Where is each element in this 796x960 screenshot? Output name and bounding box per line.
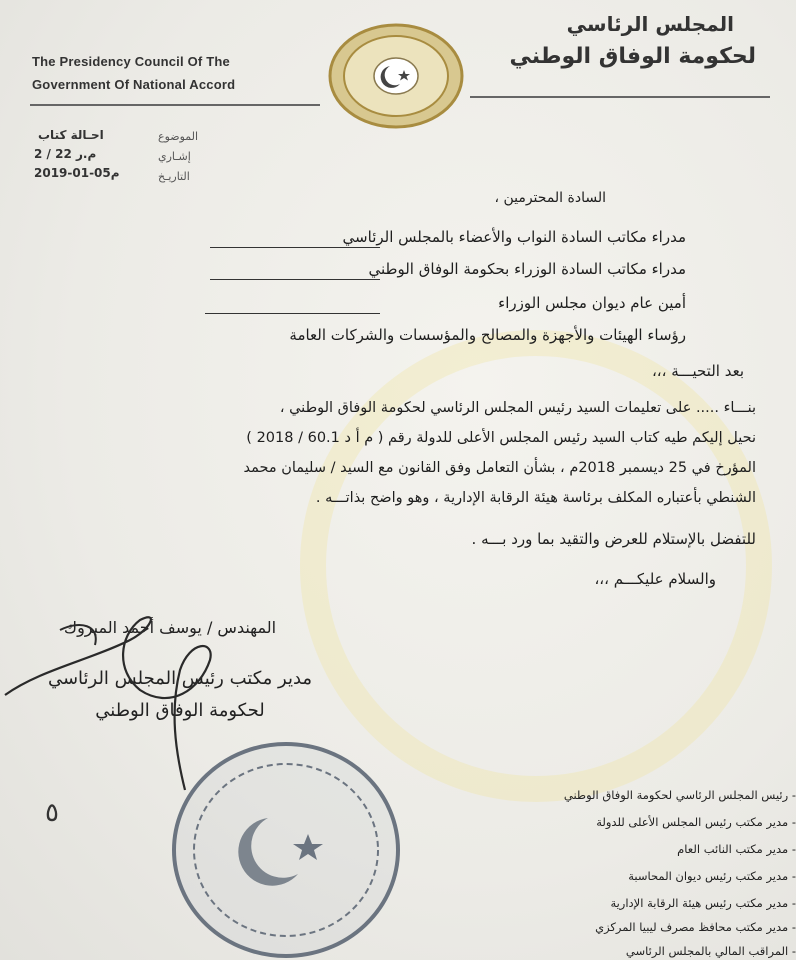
cc-item-5: - مدير مكتب رئيس هيئة الرقابة الإدارية bbox=[610, 896, 796, 910]
cc-item-3: - مدير مكتب النائب العام bbox=[677, 842, 796, 856]
gold-seal-emblem bbox=[326, 22, 466, 130]
recipient-3: أمين عام ديوان مجلس الوزراء bbox=[498, 294, 686, 312]
cc-item-6: - مدير مكتب محافظ مصرف ليبيا المركزي bbox=[595, 920, 796, 934]
reference-value: م.ر 22 / 2 bbox=[34, 147, 97, 161]
signatory-title-2: لحكومة الوفاق الوطني bbox=[95, 700, 265, 721]
official-stamp bbox=[168, 738, 404, 960]
after-greeting: بعد التحيـــة ،،، bbox=[651, 362, 744, 380]
header-rule-right bbox=[470, 96, 770, 98]
page-number-mark: ٥ bbox=[45, 798, 59, 828]
cc-item-2: - مدير مكتب رئيس المجلس الأعلى للدولة bbox=[596, 815, 796, 829]
header-ar-line2: لحكومة الوفاق الوطني bbox=[509, 44, 756, 69]
signatory-name: المهندس / يوسف أحمد المبروك bbox=[63, 618, 277, 637]
signatory-title-1: مدير مكتب رئيس المجلس الرئاسي bbox=[47, 668, 313, 689]
reference-label: إشـاري bbox=[158, 150, 191, 163]
recipient-1: مدراء مكاتب السادة النواب والأعضاء بالمجلس الرئاسي bbox=[342, 228, 686, 246]
cc-item-4: - مدير مكتب رئيس ديوان المحاسبة bbox=[628, 869, 796, 883]
header-ar-line1: المجلس الرئاسي bbox=[566, 12, 734, 36]
subject-value: احـالة كتاب bbox=[38, 128, 104, 142]
recipient-4: رؤساء الهيئات والأجهزة والمصالح والمؤسسات والشركات العامة bbox=[289, 326, 686, 344]
date-value: 2019-01-05م bbox=[34, 166, 120, 180]
fill-line bbox=[210, 247, 380, 248]
paragraph-line-1: بنـــاء ..... على تعليمات السيد رئيس المجلس الرئاسي لحكومة الوفاق الوطني ، bbox=[279, 400, 756, 416]
greeting: السادة المحترمين ، bbox=[494, 190, 606, 206]
paragraph-line-4: الشنطي بأعتباره المكلف برئاسة هيئة الرقابة الإدارية ، وهو واضح بذاتـــه . bbox=[315, 490, 756, 506]
paragraph-line-2: نحيل إليكم طيه كتاب السيد رئيس المجلس الأعلى للدولة رقم ( م أ د 60.1 / 2018 ) bbox=[246, 430, 756, 446]
cc-item-7: - المراقب المالي بالمجلس الرئاسي bbox=[625, 944, 796, 958]
date-label: التاريـخ bbox=[158, 170, 190, 183]
recipient-2: مدراء مكاتب السادة الوزراء بحكومة الوفاق الوطني bbox=[368, 260, 686, 278]
paragraph-line-3: المؤرخ في 25 ديسمبر 2018م ، بشأن التعامل وفق القانون مع السيد / سليمان محمد bbox=[243, 460, 756, 476]
header-en-line2: Government Of National Accord bbox=[32, 77, 236, 92]
header-en-line1: The Presidency Council Of The bbox=[32, 54, 230, 69]
fill-line bbox=[205, 313, 380, 314]
subject-label: الموضوع bbox=[158, 130, 199, 143]
cc-item-1: - رئيس المجلس الرئاسي لحكومة الوفاق الوطني bbox=[563, 788, 796, 802]
request-line: للتفضل بالإستلام للعرض والتقيد بما ورد بـــه . bbox=[471, 530, 756, 548]
fill-line bbox=[210, 279, 380, 280]
header-rule-left bbox=[30, 104, 320, 106]
closing-line: والسلام عليكـــم ،،، bbox=[594, 570, 716, 588]
